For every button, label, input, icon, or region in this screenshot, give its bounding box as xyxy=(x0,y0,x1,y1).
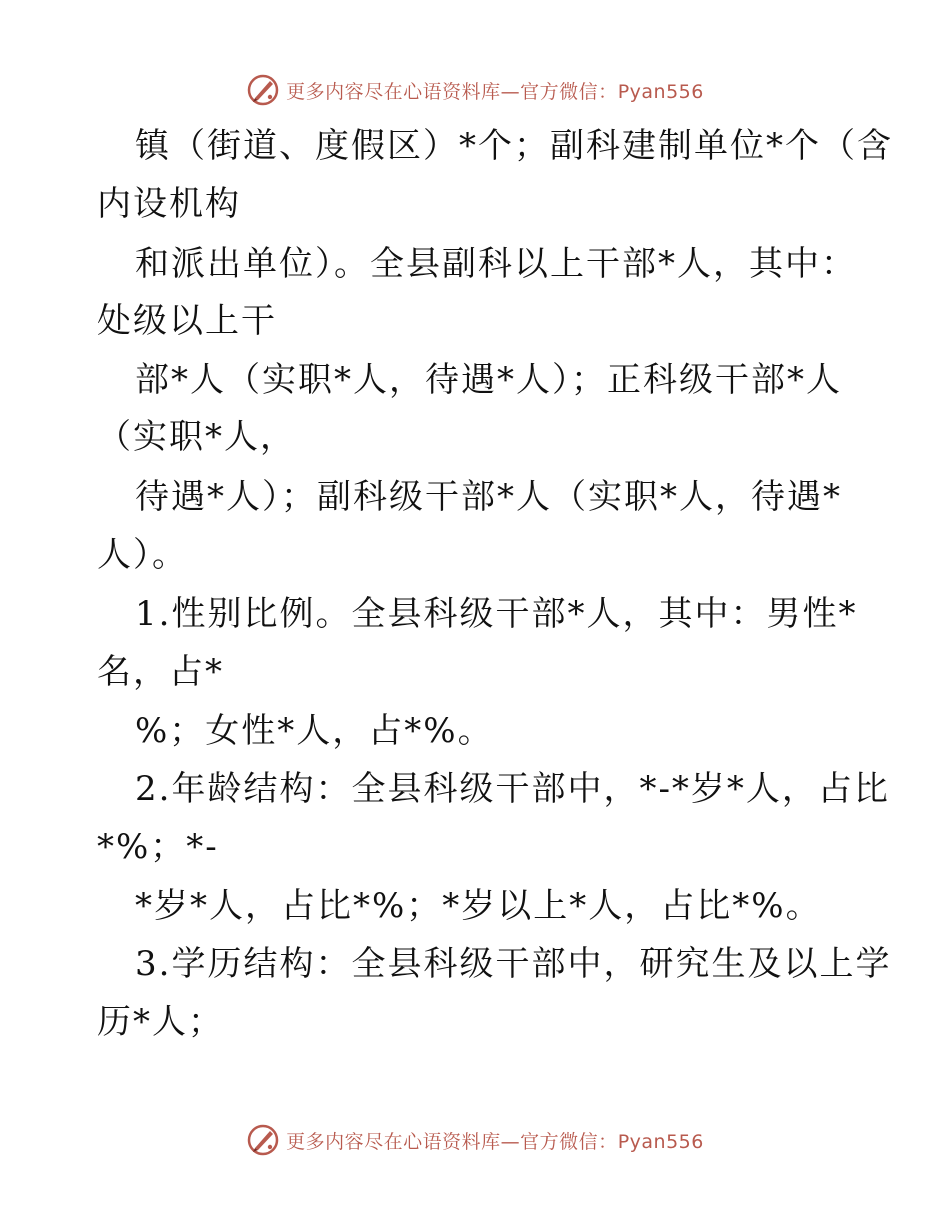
body-line: 2.年龄结构：全县科级干部中，*-*岁*人，占比 xyxy=(135,769,890,809)
body-line: 内设机构 xyxy=(97,184,241,224)
body-line: 和派出单位）。全县副科以上干部*人，其中： xyxy=(135,244,857,284)
body-line: 人）。 xyxy=(97,535,188,575)
body-line: 部*人（实职*人，待遇*人）；正科级干部*人 xyxy=(135,360,842,400)
body-line: 3.学历结构：全县科级干部中，研究生及以上学 xyxy=(135,944,892,984)
body-line: 待遇*人）；副科级干部*人（实职*人，待遇* xyxy=(135,477,842,517)
header-separator: — xyxy=(500,80,521,103)
quill-pen-logo-icon xyxy=(246,1123,280,1157)
body-line: 1.性别比例。全县科级干部*人，其中：男性* xyxy=(135,594,858,634)
quill-pen-logo-icon xyxy=(246,73,280,107)
footer-banner xyxy=(0,1120,950,1160)
header-wechat-label: 官方微信： xyxy=(520,80,618,103)
body-line: *%；*- xyxy=(97,827,219,867)
body-line: 历*人； xyxy=(97,1002,224,1042)
body-line: 镇（街道、度假区）*个；副科建制单位*个（含 xyxy=(135,126,893,166)
footer-wechat-id: Pyan556 xyxy=(617,1130,704,1153)
body-line: *岁*人，占比*%；*岁以上*人，占比*%。 xyxy=(135,886,822,926)
footer-wechat-label: 官方微信： xyxy=(520,1130,618,1153)
body-line: %；女性*人，占*%。 xyxy=(135,711,494,751)
footer-banner-text xyxy=(286,1127,704,1154)
body-line: 名，占* xyxy=(97,652,224,692)
footer-site-text: 更多内容尽在心语资料库 xyxy=(286,1130,501,1153)
body-line: （实职*人， xyxy=(97,417,296,457)
footer-separator: — xyxy=(500,1130,521,1153)
header-wechat-id: Pyan556 xyxy=(617,80,704,103)
header-banner xyxy=(0,70,950,110)
header-site-text: 更多内容尽在心语资料库 xyxy=(286,80,501,103)
body-line: 处级以上干 xyxy=(97,301,277,341)
header-banner-text xyxy=(286,77,704,104)
